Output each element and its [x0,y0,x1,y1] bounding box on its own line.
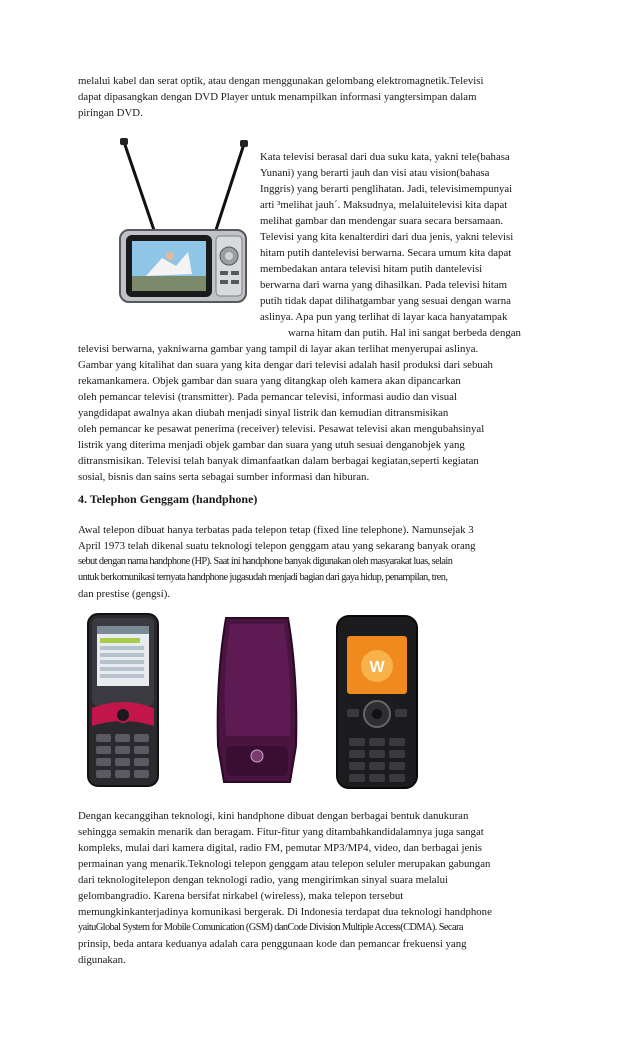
phone-image-walkman [335,614,419,790]
tv-paragraph-line: arti ³melihat jauh´. Maksudnya, melaluitelevisi kita dapat [260,199,508,211]
phone-paragraph-line: sehingga semakin menarik dan beragam. Fitur-fitur yang ditambahkandidalamnya juga sangat [78,826,484,838]
phone-paragraph-line: memungkinkanterjadinya komunikasi bergerak. Di Indonesia terdapat dua teknologi handphone [78,906,492,918]
svg-text:W: W [369,659,385,676]
phone-intro-line: untuk berkomunikasi ternyata handphone jugasudah menjadi bagian dari gaya hidup, penampilan, tren, [78,572,448,583]
tv-paragraph-line: oleh pemancar ke pesawat penerima (receiver) televisi. Pesawat televisi akan mengubahsinyal [78,423,485,435]
tv-paragraph-line: televisi berwarna, yakniwarna gambar yang tampil di layar akan terlihat menyerupai aslinya. [78,343,479,355]
phone-paragraph-line: dari teknologitelepon dengan teknologi radio, yang mengirimkan sinyal suara melalui [78,874,448,886]
tv-paragraph-line: listrik yang diterima menjadi objek gambar dan suara yang utuh sesuai denganobjek yang [78,439,465,451]
phone-paragraph-line: kompleks, mulai dari kamera digital, radio FM, pemutar MP3/MP4, video, dan berbagai jenis [78,842,482,854]
phone-intro-line: Awal telepon dibuat hanya terbatas pada telepon tetap (fixed line telephone). Namunsejak 3 [78,524,474,536]
tv-paragraph-line: ditransmisikan. Televisi telah banyak dimanfaatkan dalam berbagai kegiatan,seperti kegiatan [78,455,479,467]
phone-paragraph-line: permainan yang menarik.Teknologi telepon genggam atau telepon seluler merupakan gabungan [78,858,491,870]
tv-paragraph-line: sosial, bisnis dan sains serta sebagai sumber informasi dan hiburan. [78,471,370,483]
tv-paragraph-line: yangdidapat awalnya akan diubah menjadi sinyal listrik dan kemudian ditransmisikan [78,407,449,419]
phone-image-slider [86,612,160,788]
intro-line: dapat dipasangkan dengan DVD Player untuk menampilkan informasi yangtersimpan dalam [78,91,477,103]
tv-paragraph-line: oleh pemancar televisi (transmitter). Pada pemancar televisi, informasi audio dan visual [78,391,457,403]
phone-paragraph-line: digunakan. [78,954,126,966]
tv-paragraph-line: hitam putih dantelevisi berwarna. Secara umum kita dapat [260,247,512,259]
tv-paragraph-line: Inggris) yang berarti penglihatan. Jadi, televisimempunyai [260,183,513,195]
tv-paragraph-line: melihat gambar dan mendengar suara secara bersamaan. [260,215,504,227]
intro-line: melalui kabel dan serat optik, atau dengan menggunakan gelombang elektromagnetik.Televisi [78,75,484,87]
tv-paragraph-line: aslinya. Apa pun yang terlihat di layar kaca hanyatampak [260,311,508,323]
television-image [118,138,250,306]
phone-paragraph-line: yaituGlobal System for Mobile Comunication (GSM) danCode Division Multiple Access(CDMA). Secara [78,922,463,933]
phone-paragraph-line: Dengan kecanggihan teknologi, kini handphone dibuat dengan berbagai bentuk danukuran [78,810,469,822]
section-heading: 4. Telephon Genggam (handphone) [78,492,258,506]
phone-intro-line: dan prestise (gengsi). [78,588,171,600]
tv-paragraph-line: warna hitam dan putih. Hal ini sangat berbeda dengan [288,327,521,339]
tv-paragraph-line: rekamankamera. Objek gambar dan suara yang ditangkap oleh kamera akan dipancarkan [78,375,461,387]
tv-paragraph-line: Kata televisi berasal dari dua suku kata, yakni tele(bahasa [260,151,510,163]
phone-paragraph-line: prinsip, beda antara keduanya adalah cara penggunaan kode dan pemancar frekuensi yang [78,938,467,950]
phone-paragraph-line: gelombangradio. Karena bersifat nirkabel (wireless), maka telepon tersebut [78,890,404,902]
intro-line: piringan DVD. [78,107,143,119]
tv-paragraph-line: Gambar yang kitalihat dan suara yang kita dengar dari televisi adalah hasil produksi dari sebuah [78,359,493,371]
tv-paragraph-line: Televisi yang kita kenalterdiri dari dua jenis, yakni televisi [260,231,514,243]
tv-paragraph-line: membedakan antara televisi hitam putih dantelevisi [260,263,483,275]
phone-image-purple [212,616,302,784]
phone-intro-line: April 1973 telah dikenal suatu teknologi telepon genggam atau yang sekarang banyak orang [78,540,476,552]
tv-paragraph-line: putih tidak dapat dilihatgambar yang sesuai dengan warna [260,295,511,307]
tv-paragraph-line: berwarna dari warna yang dihasilkan. Pada televisi hitam [260,279,508,291]
phone-intro-line: sebut dengan nama handphone (HP). Saat ini handphone banyak digunakan oleh masyarakat luas, selain [78,556,453,567]
tv-paragraph-line: Yunani) yang berarti jauh dan visi atau vision(bahasa [260,167,490,179]
